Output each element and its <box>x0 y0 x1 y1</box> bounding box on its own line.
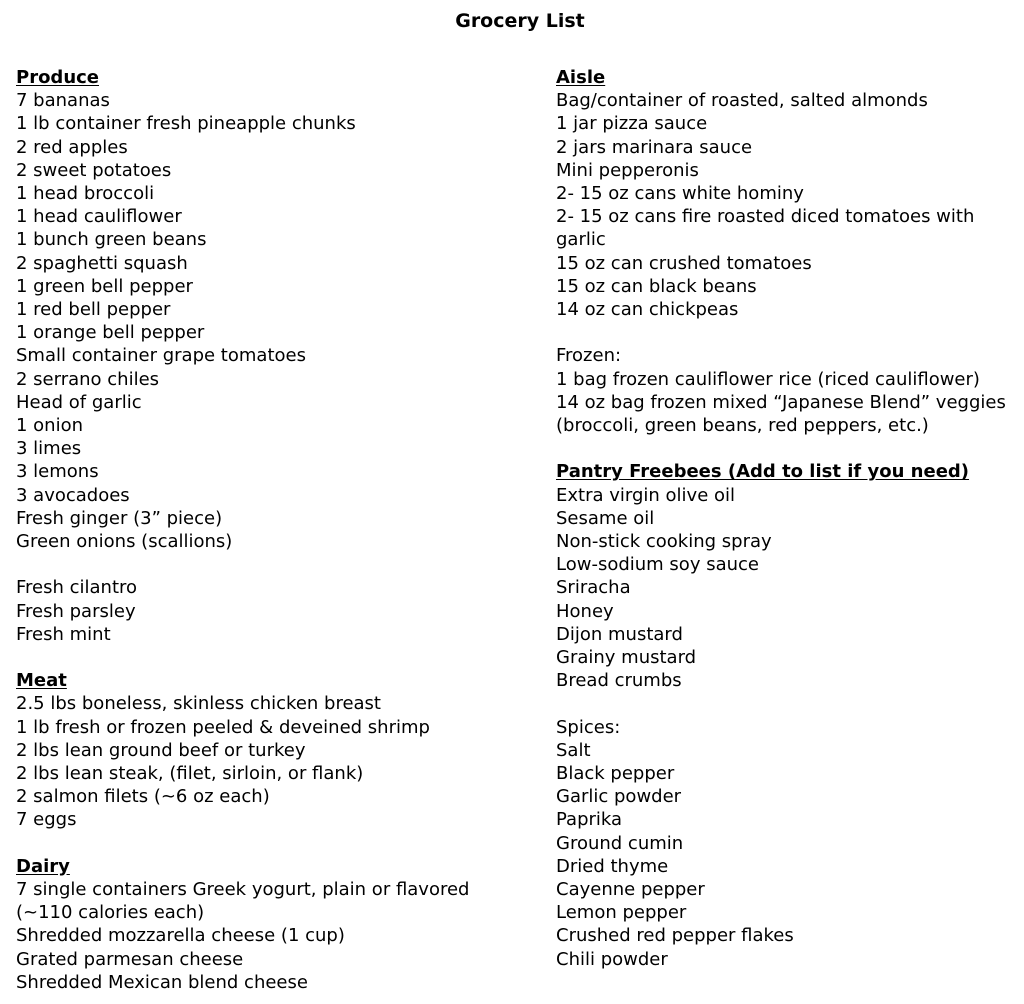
list-item: 2 sweet potatoes <box>16 159 172 181</box>
spacer <box>556 321 996 344</box>
list-item: Honey <box>556 600 614 622</box>
aisle-list <box>556 89 996 321</box>
list-item: Fresh parsley <box>16 600 136 622</box>
list-item: Extra virgin olive oil <box>556 484 736 506</box>
list-item: 3 lemons <box>16 461 99 483</box>
list-item: 2 red apples <box>16 136 128 158</box>
list-item: 2 spaghetti squash <box>16 252 188 274</box>
list-item: 1 orange bell pepper <box>16 322 205 344</box>
list-item: 2.5 lbs boneless, skinless chicken breast <box>16 693 381 715</box>
list-item: 2 jars marinara sauce <box>556 136 753 158</box>
list-item: 15 oz can crushed tomatoes <box>556 252 812 274</box>
list-item: 1 head cauliflower <box>16 206 182 228</box>
list-item: Mini pepperonis <box>556 159 699 181</box>
list-item: Fresh ginger (3” piece) <box>16 507 223 529</box>
list-item: Non-stick cooking spray <box>556 531 772 553</box>
list-item: 2- 15 oz cans white hominy <box>556 183 804 205</box>
dairy-list <box>16 878 536 994</box>
section-heading-dairy: Dairy <box>16 855 70 877</box>
list-item: Cayenne pepper <box>556 879 705 901</box>
list-item: 14 oz bag frozen mixed “Japanese Blend” veggies (broccoli, green beans, red peppers, etc.) <box>556 391 1006 437</box>
produce-list <box>16 89 536 553</box>
left-column <box>16 66 536 994</box>
list-item: 1 lb fresh or frozen peeled & deveined shrimp <box>16 716 430 738</box>
list-item: 2- 15 oz cans fire roasted diced tomatoes with garlic <box>556 206 975 251</box>
section-heading-aisle: Aisle <box>556 67 606 88</box>
list-item: Green onions (scallions) <box>16 531 233 553</box>
list-item: 1 onion <box>16 415 84 437</box>
list-item: Sriracha <box>556 577 631 599</box>
spacer <box>16 832 536 855</box>
right-column <box>556 66 1006 971</box>
list-item: 1 lb container fresh pineapple chunks <box>16 113 356 135</box>
subsection-label-frozen: Frozen: <box>556 345 622 367</box>
spices-list <box>556 739 996 971</box>
list-item: 2 serrano chiles <box>16 368 160 390</box>
list-item: 2 lbs lean steak, (filet, sirloin, or flank) <box>16 763 364 785</box>
list-item: Black pepper <box>556 763 675 785</box>
list-item: 1 jar pizza sauce <box>556 113 708 135</box>
list-item: 2 salmon filets (~6 oz each) <box>16 786 270 808</box>
list-item: Bread crumbs <box>556 670 682 692</box>
meat-list <box>16 692 536 831</box>
spacer <box>16 646 536 669</box>
list-item: Shredded mozzarella cheese (1 cup) <box>16 925 345 947</box>
list-item: 7 eggs <box>16 809 77 831</box>
list-item: Paprika <box>556 809 623 831</box>
list-item: 1 bunch green beans <box>16 229 207 251</box>
spacer <box>16 553 536 576</box>
list-item: 2 lbs lean ground beef or turkey <box>16 739 306 761</box>
list-item: 15 oz can black beans <box>556 275 757 297</box>
list-item: 1 red bell pepper <box>16 299 171 321</box>
list-item: Fresh mint <box>16 623 111 645</box>
subsection-label-spices: Spices: <box>556 716 621 738</box>
list-item: Lemon pepper <box>556 902 687 924</box>
list-item: Shredded Mexican blend cheese <box>16 971 308 993</box>
list-item: Head of garlic <box>16 391 142 413</box>
list-item: 3 avocadoes <box>16 484 130 506</box>
list-item: Small container grape tomatoes <box>16 345 306 367</box>
section-heading-produce: Produce <box>16 67 100 88</box>
list-item: 14 oz can chickpeas <box>556 299 739 321</box>
list-item: 7 single containers Greek yogurt, plain or flavored (~110 calories each) <box>16 879 470 924</box>
list-item: Dijon mustard <box>556 623 683 645</box>
list-item: Bag/container of roasted, salted almonds <box>556 90 928 112</box>
section-heading-meat: Meat <box>16 670 67 692</box>
list-item: 1 head broccoli <box>16 183 155 205</box>
list-item: Grated parmesan cheese <box>16 948 244 970</box>
frozen-list <box>556 368 1006 438</box>
list-item: Grainy mustard <box>556 647 697 669</box>
list-item: Fresh cilantro <box>16 577 138 599</box>
list-item: Crushed red pepper flakes <box>556 925 794 947</box>
list-item: Low-sodium soy sauce <box>556 554 759 576</box>
list-item: 1 green bell pepper <box>16 275 193 297</box>
list-item: Ground cumin <box>556 832 684 854</box>
list-item: 7 bananas <box>16 90 110 112</box>
list-item: Sesame oil <box>556 507 655 529</box>
page-title: Grocery List <box>455 10 585 32</box>
herbs-list <box>16 576 536 646</box>
list-item: Salt <box>556 739 591 761</box>
list-item: Dried thyme <box>556 855 669 877</box>
list-item: Garlic powder <box>556 786 682 808</box>
pantry-list <box>556 484 996 693</box>
list-item: 1 bag frozen cauliflower rice (riced cauliflower) <box>556 368 980 390</box>
section-heading-pantry: Pantry Freebees (Add to list if you need) <box>556 461 970 483</box>
list-item: Chili powder <box>556 948 668 970</box>
spacer <box>556 437 996 460</box>
spacer <box>556 692 996 715</box>
list-item: 3 limes <box>16 438 82 460</box>
